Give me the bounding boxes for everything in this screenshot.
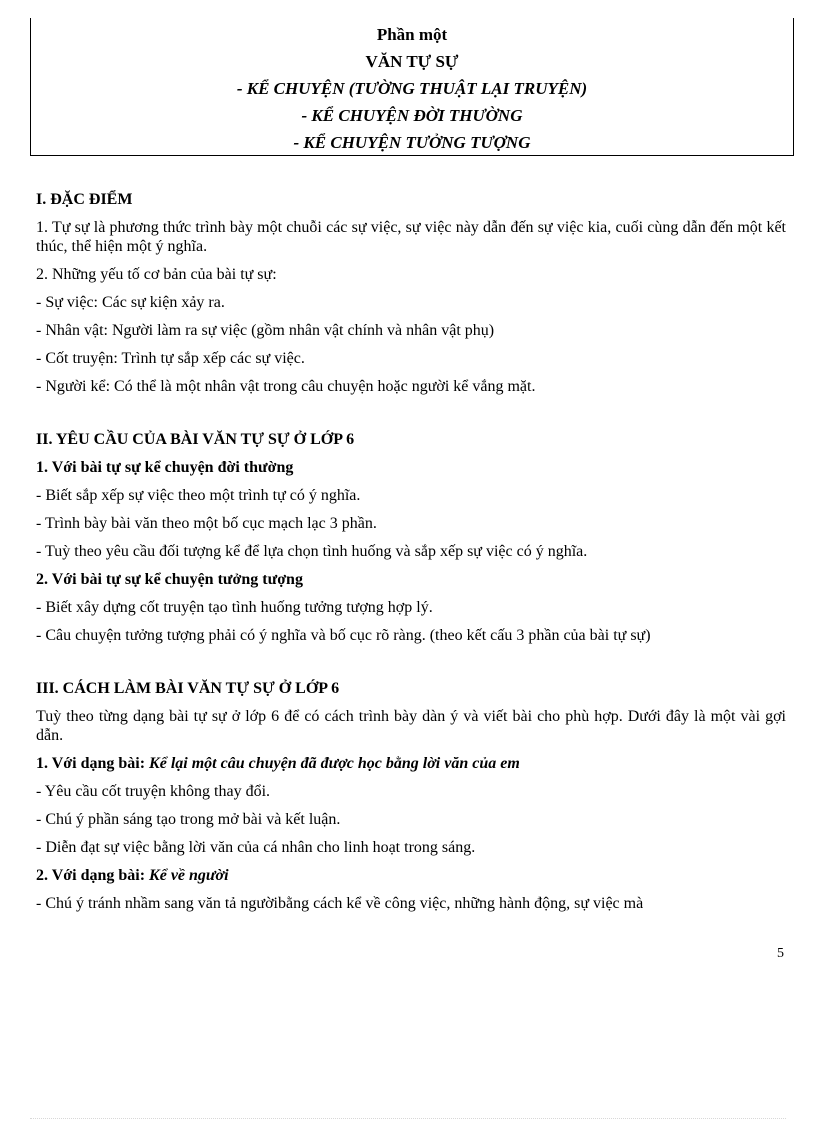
subheading-title: Kể lại một câu chuyện đã được học bằng lời văn của em [149,755,520,772]
list-item: - Người kể: Có thể là một nhân vật trong câu chuyện hoặc người kể vắng mặt. [36,378,536,395]
list-item: - Biết xây dựng cốt truyện tạo tình huống tưởng tượng hợp lý. [36,599,433,616]
section-1-paragraph-2: 2. Những yếu tố cơ bản của bài tự sự: [36,266,277,283]
page-number: 5 [777,946,784,961]
list-item: - Cốt truyện: Trình tự sắp xếp các sự việc. [36,350,305,367]
section-2-heading: II. YÊU CẦU CỦA BÀI VĂN TỰ SỰ Ở LỚP 6 [36,431,355,448]
genre-type-3: - KỂ CHUYỆN TƯỞNG TƯỢNG [293,133,531,152]
title-box [30,18,794,156]
genre-type-1: - KỂ CHUYỆN (TƯỜNG THUẬT LẠI TRUYỆN) [236,79,588,98]
genre-type-2: - KỂ CHUYỆN ĐỜI THƯỜNG [301,106,523,125]
list-item: - Nhân vật: Người làm ra sự việc (gồm nhân vật chính và nhân vật phụ) [36,322,495,339]
subheading-title: Kể về người [149,867,229,884]
section-2-subheading-1: 1. Với bài tự sự kể chuyện đời thường [36,459,294,476]
list-item: - Trình bày bài văn theo một bố cục mạch lạc 3 phần. [36,515,377,532]
list-item: - Chú ý tránh nhầm sang văn tả ngườibằng cách kể về công việc, những hành động, sự việc mà [36,895,644,912]
section-3-subheading-2 [36,866,786,885]
list-item: - Biết sắp xếp sự việc theo một trình tự có ý nghĩa. [36,487,361,504]
section-2-subheading-2: 2. Với bài tự sự kể chuyện tưởng tượng [36,571,303,588]
list-item: - Diễn đạt sự việc bằng lời văn của cá nhân cho linh hoạt trong sáng. [36,839,476,856]
subheading-prefix: 2. Với dạng bài: [36,867,150,884]
page-bottom-rule [30,1118,786,1119]
list-item: - Câu chuyện tưởng tượng phải có ý nghĩa và bố cục rõ ràng. (theo kết cấu 3 phần của bài tự sự) [36,627,651,644]
section-3-subheading-1 [36,754,786,773]
list-item: - Chú ý phần sáng tạo trong mở bài và kết luận. [36,811,341,828]
document-body [36,190,786,922]
section-1-heading: I. ĐẶC ĐIỂM [36,191,133,208]
part-title: Phần một [376,25,448,44]
list-item: - Yêu cầu cốt truyện không thay đổi. [36,783,271,800]
list-item: - Sự việc: Các sự kiện xảy ra. [36,294,225,311]
section-3-intro: Tuỳ theo từng dạng bài tự sự ở lớp 6 để có cách trình bày dàn ý và viết bài cho phù hợp. Dưới đây là một vài gợi dẫn. [36,708,786,744]
section-1-paragraph-1: 1. Tự sự là phương thức trình bày một chuỗi các sự việc, sự việc này dẫn đến sự việc kia, cuối cùng dẫn đến một kết thúc, thể hiện một ý nghĩa. [36,219,786,255]
list-item: - Tuỳ theo yêu cầu đối tượng kể để lựa chọn tình huống và sắp xếp sự việc có ý nghĩa. [36,543,588,560]
subheading-prefix: 1. Với dạng bài: [36,755,150,772]
section-3-heading: III. CÁCH LÀM BÀI VĂN TỰ SỰ Ở LỚP 6 [36,680,340,697]
genre-title: VĂN TỰ SỰ [365,52,459,71]
